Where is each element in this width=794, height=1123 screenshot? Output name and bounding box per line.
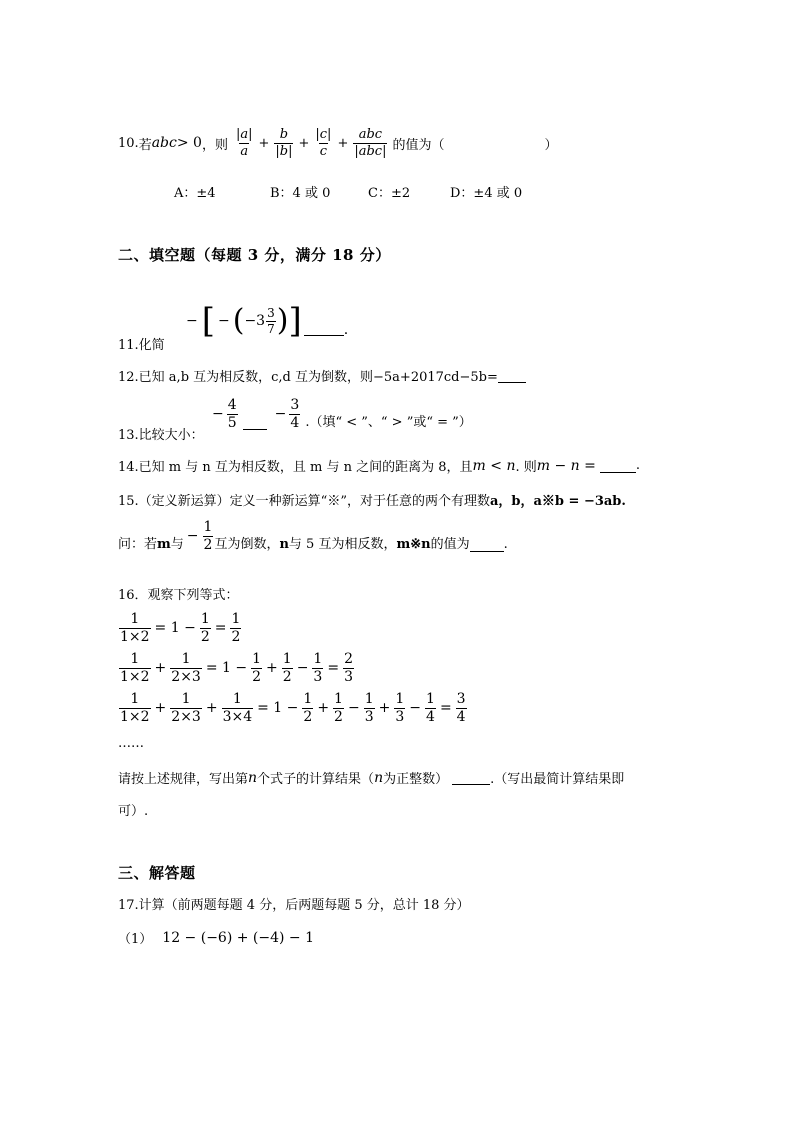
q10-lead: 若 (138, 137, 152, 153)
q16-answer-blank[interactable] (452, 770, 490, 785)
q10-fraction-4: $\frac{\text{abc}}{\text{|abc|}}$ (354, 127, 387, 159)
q12-answer-blank[interactable] (498, 368, 526, 383)
q10-fraction-3: $\frac{|c|}{c}$ (315, 127, 332, 159)
q13-label: 13.比较大小： (118, 428, 204, 443)
q10-condition: abc (151, 135, 177, 152)
q10-comma: ，则 (201, 137, 228, 153)
q16-equation-1: $\frac{1}{1\times 2}$ = 1 − $\frac{1}{2}$ = $\frac{1}{2}$ (120, 611, 241, 645)
q11-label: 11.化简 (118, 338, 165, 353)
question-12: 12.已知 a,b 互为相反数，c,d 互为倒数，则−5a+2017cd−5b= (118, 366, 526, 385)
question-14: 14.已知 m 与 n 互为相反数，且 m 与 n 之间的距离为 8，且 m < n . 则 m − n = . (118, 457, 640, 475)
question-15-line-1: 15.（定义新运算）定义一种新运算“※”，对于任意的两个有理数 a，b，a※b = −3ab. (118, 494, 626, 509)
question-10: 10. 若 abc > 0 ，则 $\frac{|a|}{a}$ + $\frac{b}{|b|}$ + $\frac{|c|}{c}$ + $\frac{\text{abc}}{\text{|abc|}}$ 的值为（ ） (118, 127, 558, 159)
q10-number: 10. (118, 135, 139, 151)
q10-close: ） (544, 137, 558, 153)
q16-intro: 16．观察下列等式： (118, 588, 239, 603)
q16-ellipsis: …… (118, 736, 144, 751)
q10-option-a: A：±4 (174, 186, 216, 201)
section-3-title: 三、解答题 (118, 864, 196, 882)
q10-fraction-1: $\frac{|a|}{a}$ (235, 127, 253, 159)
q11-expression: − [ − ( −3 $\frac{3}{7}$ ) ] . (186, 301, 349, 341)
q10-option-d: D：±4 或 0 (450, 186, 523, 201)
q16-equation-2: $\frac{1}{1\times 2}$ + $\frac{1}{2\times 3}$ = 1 − $\frac{1}{2}$ + $\frac{1}{2}$ − $\frac{1}{3}$ = $\frac{2}{3}$ (120, 651, 353, 685)
q11-answer-blank[interactable] (304, 307, 344, 336)
q17-part-1: （1） 12 − (−6) + (−4) − 1 (118, 929, 315, 947)
q10-gt: > 0 (176, 135, 202, 152)
q10-tail: 的值为（ (392, 137, 445, 153)
q16-equation-3: $\frac{1}{1\times 2}$ + $\frac{1}{2\times 3}$ + $\frac{1}{3\times 4}$ = 1 − $\frac{1}{2}$ + $\frac{1}{2}$ − $\frac{1}{3}$ + $\frac{1}{3}$ − $\frac{1}{4}$ = $\frac{3}{4}$ (120, 691, 466, 725)
q16-question-line-2: 可）. (118, 804, 149, 819)
q13-expression: − $\frac{4}{5}$ − $\frac{3}{4}$ .（填“ < ”、“ > ”或“ = ”） (212, 397, 472, 431)
q15-answer-blank[interactable] (470, 537, 504, 552)
q16-question-line-1: 请按上述规律，写出第 n 个式子的计算结果（ n 为正整数） .（写出最简计算结果即 (118, 769, 625, 787)
q13-answer-blank[interactable] (243, 399, 267, 430)
q10-option-c: C：±2 (368, 186, 411, 201)
q17-text: 17.计算（前两题每题 4 分，后两题每题 5 分，总计 18 分） (118, 898, 470, 913)
q14-answer-blank[interactable] (600, 458, 636, 473)
question-15-line-2: 问：若 m 与 − $\frac{1}{2}$ 互为倒数， n 与 5 互为相反数， m※n 的值为 . (118, 519, 508, 553)
q10-option-b: B：4 或 0 (270, 186, 331, 201)
section-2-title: 二、填空题（每题 3 分，满分 18 分） (118, 246, 391, 264)
q10-fraction-2: $\frac{b}{|b|}$ (275, 127, 293, 159)
